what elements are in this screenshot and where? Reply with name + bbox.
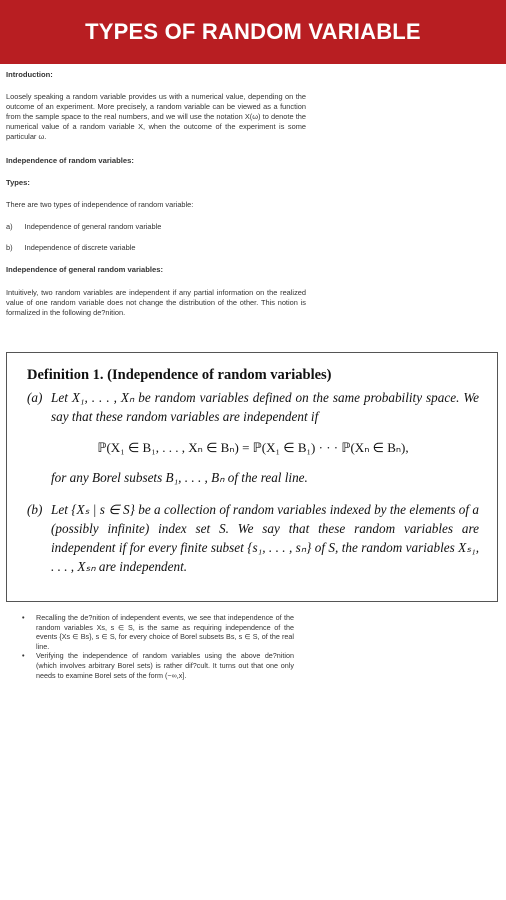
bullet-icon: • [22,613,25,622]
general-heading: Independence of general random variables: [6,265,163,274]
list-item [6,222,500,232]
list-item [6,243,500,253]
list-marker: a) [6,222,13,231]
header-bar [0,0,506,64]
definition-box [6,352,498,602]
general-text: Intuitively, two random variables are independent if any partial information on the realized value of one random variable does not change the distribution of the other. This notion is formalized in the following de?nition. [6,288,306,317]
definition-part-b [27,500,479,576]
part-b-text: Let {Xₛ | s ∈ S} be a collection of random variables indexed by the elements of a (possibly infinite) index set S. We say that these random variables are independent if for every finite subset {s₁, . . . , sₙ} of S, the random variables Xₛ₁, . . . , Xₛₙ are independent. [51,502,479,574]
list-item [22,651,294,680]
independence-formula: ℙ(X₁ ∈ B₁, . . . , Xₙ ∈ Bₙ) = ℙ(X₁ ∈ B₁) · · · ℙ(Xₙ ∈ Bₙ), [97,440,409,455]
list-marker: b) [6,243,13,252]
definition-title: Definition 1. (Independence of random variables) [27,367,332,383]
bullet-icon: • [22,651,25,661]
intro-text: Loosely speaking a random variable provides us with a numerical value, depending on the outcome of an experiment. More precisely, a random variable can be viewed as a function from the sample space to the real numbers, and we will use the notation X(ω) to denote the numerical value of a random variable X, when the outcome of the experiment is some particular ω. [6,92,306,141]
list-item [22,613,294,651]
bullet-text: Verifying the independence of random variables using the above de?nition (which involves arbitrary Borel sets) is rather dif?cult. It turns out that one only needs to examine Borel sets of the form (−∞,x]. [36,651,294,680]
page-title: TYPES OF RANDOM VARIABLE [85,19,421,44]
intro-heading: Introduction: [6,70,53,79]
part-a-label: (a) [27,390,43,405]
types-intro: There are two types of independence of random variable: [6,200,194,209]
bullet-list [22,613,294,680]
part-a-text: Let X₁, . . . , Xₙ be random variables defined on the same probability space. We say that these random variables are independent if [51,390,479,424]
definition-part-a [27,388,479,426]
list-label: Independence of discrete variable [24,243,136,252]
borel-subsets-text: for any Borel subsets B₁, . . . , Bₙ of the real line. [51,470,308,485]
part-b-label: (b) [27,502,43,517]
types-heading: Types: [6,178,30,187]
independence-heading: Independence of random variables: [6,156,134,165]
article-body [0,70,506,318]
list-label: Independence of general random variable [24,222,162,231]
bullet-text: Recalling the de?nition of independent events, we see that independence of the random variables Xs, s ∈ S, is the same as requiring independence of the events {Xs ∈ Bs}, s ∈ S, for every choice of Borel subsets Bs, s ∈ S, of the real line. [36,613,294,651]
